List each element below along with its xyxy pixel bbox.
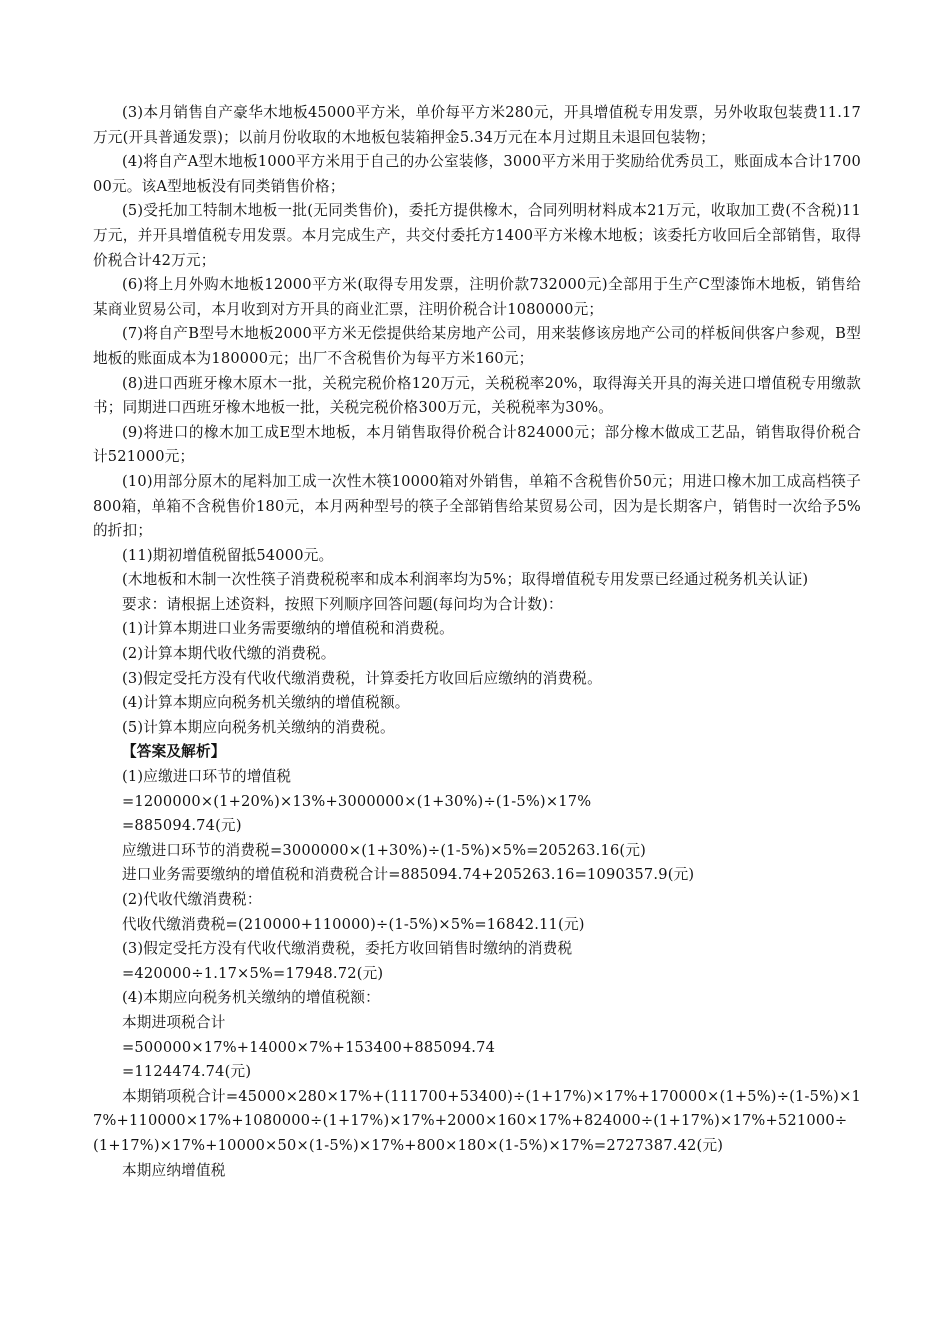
question-3: (3)假定受托方没有代收代缴消费税，计算委托方收回后应缴纳的消费税。	[122, 669, 602, 687]
item-3-paragraph: (3)本月销售自产豪华木地板45000平方米，单价每平方米280元，开具增值税专用发票，另外收取包装费11.17万元(开具普通发票)；以前月份收取的木地板包装箱押金5.34万元在本月过期且未退回包装物；	[93, 104, 861, 146]
answer-1-formula: =1200000×(1+20%)×13%+3000000×(1+30%)÷(1-5%)×17%	[122, 792, 592, 810]
question-2: (2)计算本期代收代缴的消费税。	[122, 645, 336, 663]
answer-3-formula: =420000÷1.17×5%=17948.72(元)	[122, 964, 384, 982]
item-9-paragraph: (9)将进口的橡木加工成E型木地板，本月销售取得价税合计824000元；部分橡木做成工艺品，销售取得价税合计521000元；	[93, 423, 861, 466]
item-8-paragraph: (8)进口西班牙橡木原木一批，关税完税价格120万元，关税税率20%，取得海关开具的海关进口增值税专用缴款书；同期进口西班牙橡木地板一批，关税完税价格300万元，关税税率为30%。	[93, 374, 861, 417]
input-tax-label: 本期进项税合计	[122, 1013, 226, 1031]
requirements-heading: 要求：请根据上述资料，按照下列顺序回答问题(每问均为合计数)：	[122, 595, 563, 613]
answer-2-title: (2)代收代缴消费税：	[122, 891, 262, 908]
answer-2-formula: 代收代缴消费税=(210000+110000)÷(1-5%)×5%=16842.11(元)	[122, 915, 585, 933]
answer-heading: 【答案及解析】	[122, 743, 226, 761]
item-10-paragraph: (10)用部分原木的尾料加工成一次性木筷10000箱对外销售，单箱不含税售价50元；用进口橡木加工成高档筷子800箱，单箱不含税售价180元，本月两种型号的筷子全部销售给某贸易公司，因为是长期客户，销售时一次给予5%的折扣；	[93, 472, 861, 540]
note-paragraph: (木地板和木制一次性筷子消费税税率和成本利润率均为5%；取得增值税专用发票已经通过税务机关认证)	[122, 571, 809, 589]
answer-3-title: (3)假定受托方没有代收代缴消费税，委托方收回销售时缴纳的消费税	[122, 940, 573, 958]
item-6-paragraph: (6)将上月外购木地板12000平方米(取得专用发票，注明价款732000元)全部用于生产C型漆饰木地板，销售给某商业贸易公司，本月收到对方开具的商业汇票，注明价税合计1080000元；	[93, 276, 861, 318]
question-4: (4)计算本期应向税务机关缴纳的增值税额。	[122, 694, 410, 712]
answer-1-consumption-tax: 应缴进口环节的消费税=3000000×(1+30%)÷(1-5%)×5%=205263.16(元)	[122, 841, 647, 859]
item-11-paragraph: (11)期初增值税留抵54000元。	[122, 546, 334, 564]
vat-payable-label: 本期应纳增值税	[122, 1161, 226, 1179]
answer-1-title: (1)应缴进口环节的增值税	[122, 768, 292, 786]
question-1: (1)计算本期进口业务需要缴纳的增值税和消费税。	[122, 620, 454, 638]
answer-1-result: =885094.74(元)	[122, 817, 242, 835]
item-5-paragraph: (5)受托加工特制木地板一批(无同类售价)，委托方提供橡木，合同列明材料成本21万元，收取加工费(不含税)11万元，并开具增值税专用发票。本月完成生产，共交付委托方1400平方米橡木地板；该委托方收回后全部销售，取得价税合计42万元；	[93, 202, 861, 269]
question-5: (5)计算本期应向税务机关缴纳的消费税。	[122, 718, 395, 736]
input-tax-formula: =500000×17%+14000×7%+153400+885094.74	[122, 1038, 496, 1056]
document-body	[93, 101, 861, 1183]
item-7-paragraph: (7)将自产B型号木地板2000平方米无偿提供给某房地产公司，用来装修该房地产公司的样板间供客户参观，B型地板的账面成本为180000元；出厂不含税售价为每平方米160元；	[93, 325, 861, 367]
output-tax-formula: 本期销项税合计=45000×280×17%+(111700+53400)÷(1+17%)×17%+170000×(1+5%)÷(1-5%)×17%+110000×17%+1080000÷(1+17%)×17%+2000×160×17%+824000÷(1+17%)×17%+521000÷(1+17%)×17%+10000×50×(1-5%)×17%+800×180×(1-5%)×17%=2727387.42(元)	[93, 1087, 861, 1154]
answer-1-total: 进口业务需要缴纳的增值税和消费税合计=885094.74+205263.16=1090357.9(元)	[122, 866, 695, 884]
item-4-paragraph: (4)将自产A型木地板1000平方米用于自己的办公室装修，3000平方米用于奖励给优秀员工，账面成本合计170000元。该A型地板没有同类销售价格；	[93, 153, 861, 195]
input-tax-result: =1124474.74(元)	[122, 1063, 252, 1081]
answer-4-title: (4)本期应向税务机关缴纳的增值税额：	[122, 989, 380, 1007]
